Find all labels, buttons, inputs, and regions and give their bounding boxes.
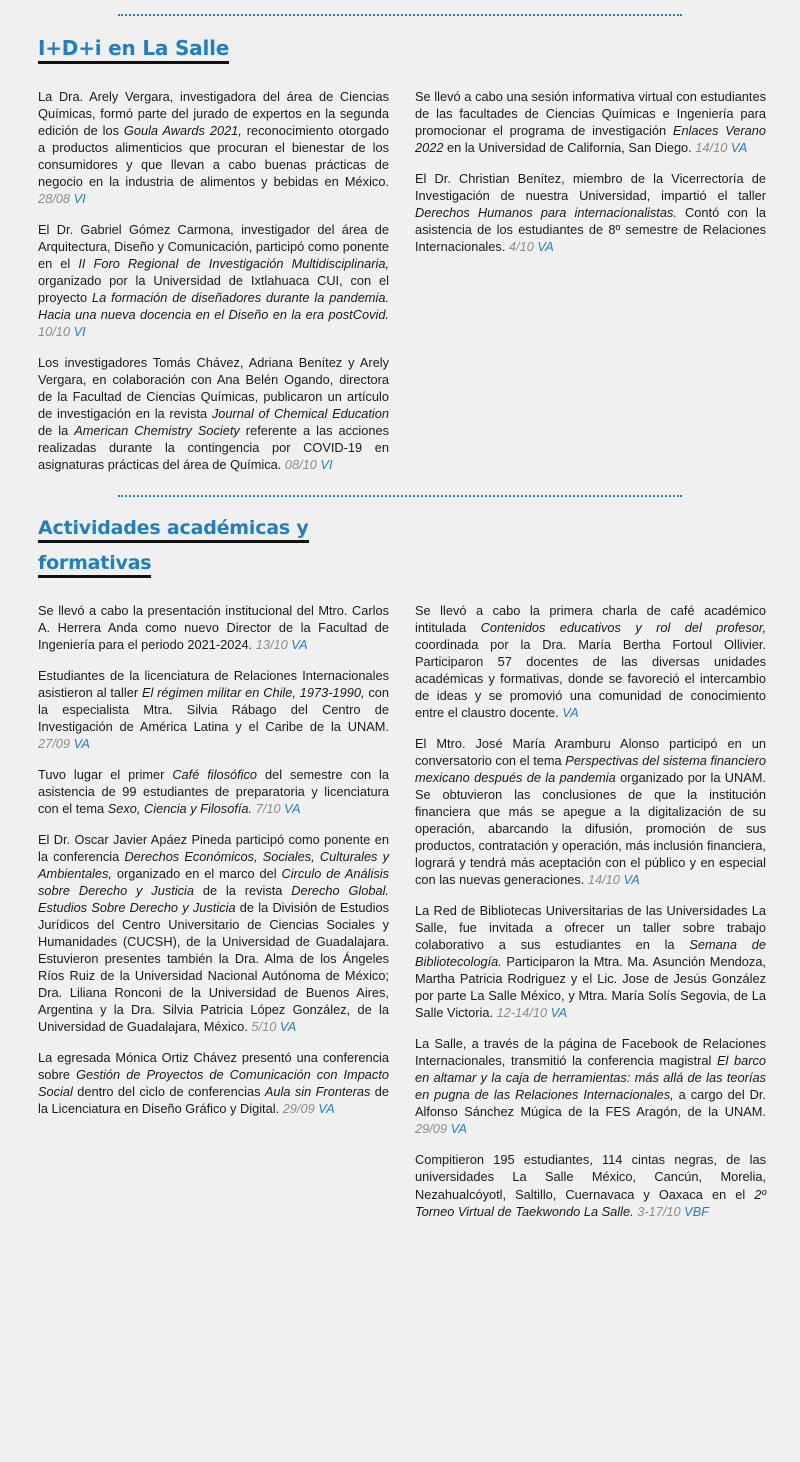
entry-date-tag: 29/09 (415, 1121, 448, 1137)
entry-text: Se llevó a cabo la primera charla de café académico intitulada (415, 603, 766, 636)
entry-emphasis: La formación de diseñadores durante la pandemia. Hacia una nueva docencia en el Diseño en la era postCovid. (38, 289, 389, 322)
entry-emphasis: 2º Torneo Virtual de Taekwondo La Salle. (415, 1186, 766, 1219)
news-entry (38, 88, 389, 207)
entry-emphasis: Sexo, Ciencia y Filosofía. (107, 801, 253, 817)
entry-source-tag: VA (280, 801, 301, 817)
entry-text: de la (38, 423, 75, 439)
entry-emphasis: II Foro Regional de Investigación Multidisciplinaria, (78, 255, 389, 271)
entry-text: La Dra. Arely Vergara, investigadora del área de Ciencias Químicas, formó parte del jurado de expertos en la segunda edición de los (38, 88, 389, 138)
entry-text: La egresada Mónica Ortiz Chávez presentó una conferencia sobre (38, 1050, 389, 1083)
entry-text: a cargo del Dr. Alfonso Sánchez Múgica de la FES Aragón, de la UNAM. (415, 1087, 766, 1120)
entry-text: en la Universidad de California, San Diego. (443, 139, 696, 155)
entry-source-tag: VA (533, 238, 554, 254)
entry-text: Se llevó a cabo una sesión informativa virtual con estudiantes de las facultades de Ciencias Químicas e Ingeniería para promocionar el programa de investigación (415, 88, 766, 138)
news-entry (415, 902, 766, 1021)
entry-text: Se llevó a cabo la presentación institucional del Mtro. Carlos A. Herrera Anda como nuevo Director de la Facultad de Ingeniería para el periodo 2021-2024. (38, 603, 389, 653)
entry-text: El Mtro. José María Aramburu Alonso participó en un conversatorio con el tema (415, 736, 766, 769)
section-title-academicas-line2: formativas (38, 552, 151, 578)
entry-source-tag: VA (562, 705, 579, 721)
news-entry (38, 602, 389, 653)
entry-text: referente a las acciones realizadas durante la contingencia por COVID-19 en asignaturas prácticas del área de Química. (38, 423, 390, 473)
entry-emphasis: Circulo de Análisis sobre Derecho y Justicia (38, 866, 389, 899)
entry-text: Los investigadores Tomás Chávez, Adriana Benítez y Arely Vergara, en colaboración con Ana Belén Ogando, directora de la Facultad de Ciencias Químicas, publicaron un artículo de investigación en la revista (38, 355, 389, 422)
entry-date-tag: 3-17/10 (637, 1203, 681, 1219)
section-academicas (38, 515, 767, 1219)
entry-text: Contó con la asistencia de los estudiantes de 8º semestre de Relaciones Internacionales. (415, 204, 766, 254)
entry-emphasis: Perspectivas del sistema financiero mexicano después de la pandemia (415, 753, 766, 786)
section-title-idi (38, 34, 762, 63)
entry-text: La Salle, a través de la página de Facebook de Relaciones Internacionales, transmitió la conferencia magistral (415, 1036, 766, 1069)
entry-emphasis: Derecho Global. Estudios Sobre Derecho y Justicia (38, 883, 389, 916)
entry-text: de la Licenciatura en Diseño Gráfico y Digital. (38, 1084, 390, 1117)
entry-date-tag: 14/10 (695, 139, 728, 155)
entry-text: de la División de Estudios Jurídicos del Centro Universitario de Ciencias Sociales y Humanidades (CUCSH), de la Universidad de Guadalajara. Estuvieron presentes también la Dra. Alma de los Ángeles Ríos Ruiz de la Universidad Nacional Autónoma de México; Dra. Liliana Ronconi de la Universidad de Buenos Aires, Argentina y la Dra. Silvia Patricia López González, de la Universidad de Guadalajara, México. (38, 900, 390, 1035)
section-idi-right-column (415, 75, 766, 473)
entry-emphasis: El régimen militar en Chile, 1973-1990, (141, 685, 365, 701)
entry-text: El Dr. Gabriel Gómez Carmona, investigador del área de Arquitectura, Diseño y Comunicación, participó como ponente en el (38, 221, 389, 271)
entry-emphasis: Contenidos educativos y rol del profesor, (480, 620, 767, 636)
entry-source-tag: VA (276, 1019, 297, 1035)
entry-text: organizado por la Universidad de Ixtlahuaca CUI, con el proyecto (38, 272, 389, 305)
section-idi (38, 34, 766, 473)
entry-text: Estudiantes de la licenciatura de Relaciones Internacionales asistieron al taller (38, 668, 389, 701)
entry-source-tag: VI (316, 457, 333, 473)
entry-source-tag: VA (619, 872, 640, 888)
newsletter-page (0, 14, 800, 1462)
news-entry (415, 1035, 766, 1137)
entry-date-tag: 14/10 (587, 872, 620, 888)
entry-date-tag: 5/10 (251, 1019, 277, 1035)
entry-date-tag: 29/09 (282, 1101, 315, 1117)
entry-emphasis: Semana de Bibliotecología. (415, 937, 766, 970)
news-entry (38, 667, 389, 752)
entry-source-tag: VA (314, 1101, 335, 1117)
entry-emphasis: Aula sin Fronteras (264, 1084, 371, 1100)
divider-top (118, 14, 682, 16)
entry-source-tag: VBF (680, 1203, 710, 1219)
entry-emphasis: Derechos Económicos, Sociales, Culturales y Ambientales, (38, 849, 390, 882)
news-entry (38, 1049, 389, 1117)
news-entry (415, 88, 766, 156)
entry-source-tag: VA (287, 637, 308, 653)
news-entry (415, 170, 766, 255)
section-academicas-columns (38, 589, 767, 1219)
entry-text: coordinada por la Dra. María Bertha Fortoul Ollivier. Participaron 57 docentes de las diversas unidades académicas y formativas, donde se favoreció el intercambio de ideas y se promovió una comunidad de conocimiento entre el claustro docente. (415, 637, 766, 721)
entry-text: El Dr. Christian Benítez, miembro de la Vicerrectoría de Investigación de nuestra Universidad, impartió el taller (415, 170, 766, 203)
news-entry (38, 766, 389, 817)
entry-text: Compitieron 195 estudiantes, 114 cintas negras, de las universidades La Salle México, Cancún, Morelia, Nezahualcóyotl, Saltillo, Cuernavaca y Oaxaca en el (415, 1152, 766, 1202)
entry-text: organizado por la UNAM. Se obtuvieron las conclusiones de que la institución financiera que más se apegue a la digitalización de su operación, abarcando la difusión, promoción de sus productos, contratación y operación, más inclusión financiera, logrará y tendrá más aceptación con el público y en especial con las nuevas generaciones. (415, 770, 766, 888)
entry-emphasis: Gestión de Proyectos de Comunicación con Impacto Social (38, 1067, 389, 1100)
entry-source-tag: VA (70, 736, 90, 752)
section-title-idi-text: I+D+i en La Salle (38, 36, 229, 64)
entry-date-tag: 28/08 (38, 190, 71, 206)
divider-middle (118, 495, 682, 497)
entry-emphasis: Derechos Humanos para internacionalistas. (415, 204, 677, 220)
entry-source-tag: VA (727, 139, 748, 155)
entry-text: Participaron la Mtra. Ma. Asunción Mendoza, Martha Patricia Rodriguez y el Lic. Jose de Jesús González por parte La Salle México, y Mtra. María Solís Segovia, de La Salle Victoria. (415, 954, 766, 1021)
entry-text: con la especialista Mtra. Silvia Rábago del Centro de Investigación de América Latina y el Caribe de la UNAM. (38, 685, 389, 735)
section-academicas-left-column (38, 589, 389, 1219)
entry-text: La Red de Bibliotecas Universitarias de las Universidades La Salle, fue invitada a ofrecer un taller sobre trabajo colaborativo a sus estudiantes en la (415, 903, 766, 953)
news-entry (38, 221, 389, 340)
section-idi-left-column (38, 75, 389, 473)
entry-emphasis: American Chemistry Society (74, 423, 240, 439)
entry-text: Tuvo lugar el primer (38, 767, 173, 783)
entry-text: de la revista (193, 883, 292, 899)
entry-emphasis: Café filosófico (172, 767, 258, 783)
entry-date-tag: 08/10 (284, 457, 317, 473)
entry-text: dentro del ciclo de conferencias (72, 1084, 265, 1100)
entry-emphasis: Journal of Chemical Education (211, 406, 389, 422)
entry-text: del semestre con la asistencia de 99 estudiantes de preparatoria y licenciatura con el tema (38, 767, 389, 817)
entry-emphasis: Enlaces Verano 2022 (415, 122, 766, 155)
entry-source-tag: VI (70, 324, 86, 339)
entry-date-tag: 7/10 (255, 801, 281, 817)
entry-emphasis: Goula Awards 2021, (123, 122, 242, 138)
entry-emphasis: El barco en altamar y la caja de herramientas: más allá de las teorías en pugna de las Relaciones Internacionales, (415, 1053, 766, 1103)
entry-text: El Dr. Oscar Javier Apáez Pineda participó como ponente en la conferencia (38, 832, 389, 865)
section-title-academicas (38, 515, 762, 577)
entry-source-tag: VI (70, 190, 86, 206)
section-academicas-right-column (415, 589, 766, 1219)
section-idi-columns (38, 75, 766, 473)
entry-text: organizado en el marco del (111, 866, 282, 882)
news-entry (415, 735, 766, 888)
section-title-academicas-line1: Actividades académicas y (38, 517, 309, 543)
entry-text: reconocimiento otorgado a productos alimenticios que procuran el bienestar de los consumidores y que llevan a cabo buenas prácticas de negocio en la industria de alimentos y bebidas en México. (38, 122, 389, 189)
news-entry (415, 602, 766, 721)
entry-date-tag: 10/10 (38, 324, 71, 339)
entry-date-tag: 12-14/10 (496, 1005, 548, 1021)
news-entry (415, 1151, 766, 1219)
entry-date-tag: 4/10 (508, 238, 534, 254)
entry-source-tag: VA (447, 1121, 467, 1137)
news-entry (38, 354, 389, 473)
entry-date-tag: 27/09 (38, 736, 71, 752)
news-entry (38, 831, 389, 1035)
entry-source-tag: VA (547, 1005, 568, 1021)
entry-date-tag: 13/10 (255, 637, 288, 653)
